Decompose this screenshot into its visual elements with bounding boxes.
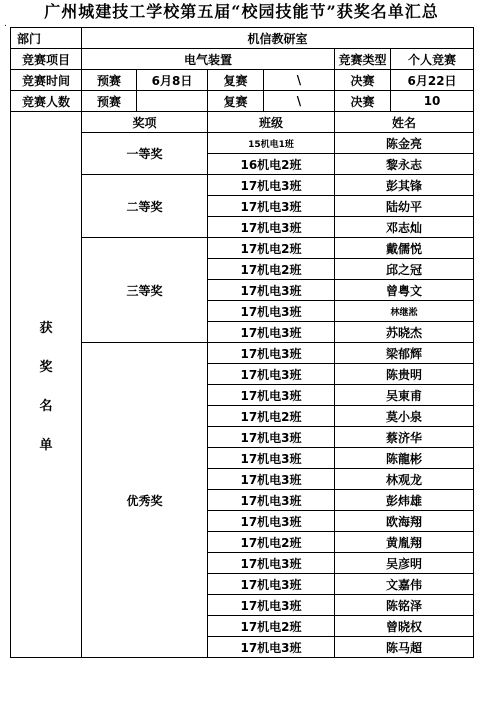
col-header-award: 奖项: [82, 112, 208, 133]
winner-name: 彭其锋: [335, 175, 474, 196]
semi-label: 复赛: [208, 70, 264, 91]
side-label-char: 获: [39, 320, 53, 336]
winner-class: 17机电3班: [208, 175, 335, 196]
winner-class: 17机电3班: [208, 574, 335, 595]
prize-level: 一等奖: [82, 133, 208, 175]
winner-class: 17机电3班: [208, 595, 335, 616]
winner-name: 蔡济华: [335, 427, 474, 448]
prelim-time: 6月8日: [137, 70, 208, 91]
winner-name: 梁郁辉: [335, 343, 474, 364]
document-title: 广州城建技工学校第五届“校园技能节”获奖名单汇总: [44, 2, 439, 21]
winner-class: 17机电2班: [208, 406, 335, 427]
winner-class: 17机电3班: [208, 385, 335, 406]
winner-name: 林观龙: [335, 469, 474, 490]
award-table: [10, 27, 474, 658]
side-label-char: 单: [39, 437, 53, 453]
winner-class: 17机电3班: [208, 490, 335, 511]
winner-name: 吴東甫: [335, 385, 474, 406]
winner-name: 黎永志: [335, 154, 474, 175]
time-row: [11, 70, 474, 91]
winner-name: 邓志灿: [335, 217, 474, 238]
winner-name: 陈龍彬: [335, 448, 474, 469]
winner-name: 邱之冠: [335, 259, 474, 280]
winner-name: 陈马超: [335, 637, 474, 658]
winner-name: 曾晓权: [335, 616, 474, 637]
dept-value: 机信教研室: [82, 28, 474, 49]
col-header-name: 姓名: [335, 112, 474, 133]
winner-name: 陈金亮: [335, 133, 474, 154]
winner-name: 戴儒悦: [335, 238, 474, 259]
prize-level: 优秀奖: [82, 343, 208, 658]
winner-name: 陈贵明: [335, 364, 474, 385]
winner-class: 17机电3班: [208, 364, 335, 385]
winner-name: 黄胤翔: [335, 532, 474, 553]
final-count-label: 决赛: [335, 91, 391, 112]
winner-class: 15机电1班: [208, 133, 335, 154]
semi-time: \: [264, 70, 335, 91]
winner-class: 17机电3班: [208, 427, 335, 448]
prelim-count-label: 预赛: [82, 91, 137, 112]
winner-class: 17机电3班: [208, 448, 335, 469]
winner-name: 彭炜雄: [335, 490, 474, 511]
project-label: 竞赛项目: [11, 49, 82, 70]
final-label: 决赛: [335, 70, 391, 91]
dept-label: 部门: [11, 28, 82, 49]
winner-class: 17机电2班: [208, 616, 335, 637]
winner-class: 17机电3班: [208, 553, 335, 574]
dept-row: [11, 28, 474, 49]
winner-class: 17机电2班: [208, 259, 335, 280]
winner-name: 陆幼平: [335, 196, 474, 217]
project-value: 电气装置: [82, 49, 335, 70]
winner-name: 林继淞: [335, 301, 474, 322]
winner-class: 17机电3班: [208, 469, 335, 490]
side-label-char: 名: [39, 398, 53, 414]
winner-name: 吴彦明: [335, 553, 474, 574]
semi-count: \: [264, 91, 335, 112]
winner-class: 17机电2班: [208, 238, 335, 259]
winner-class: 17机电3班: [208, 217, 335, 238]
winner-class: 17机电3班: [208, 280, 335, 301]
final-time: 6月22日: [391, 70, 474, 91]
winner-class: 17机电3班: [208, 322, 335, 343]
winner-name: 苏晓杰: [335, 322, 474, 343]
winner-name: 陈铭泽: [335, 595, 474, 616]
type-label: 竞赛类型: [335, 49, 391, 70]
prize-level: 三等奖: [82, 238, 208, 343]
award-list-side-label: [11, 112, 82, 658]
prize-level: 二等奖: [82, 175, 208, 238]
prelim-count: [137, 91, 208, 112]
side-label-char: 奖: [39, 359, 53, 375]
winner-name: 文嘉伟: [335, 574, 474, 595]
winner-class: 17机电3班: [208, 301, 335, 322]
count-label: 竞赛人数: [11, 91, 82, 112]
project-row: [11, 49, 474, 70]
winner-name: 莫小泉: [335, 406, 474, 427]
col-header-class: 班级: [208, 112, 335, 133]
winner-name: 欧海翔: [335, 511, 474, 532]
cell-marker: .: [4, 19, 7, 29]
prelim-label: 预赛: [82, 70, 137, 91]
winner-class: 17机电3班: [208, 196, 335, 217]
count-row: [11, 91, 474, 112]
winner-class: 17机电3班: [208, 511, 335, 532]
winner-class: 16机电2班: [208, 154, 335, 175]
time-label: 竞赛时间: [11, 70, 82, 91]
semi-count-label: 复赛: [208, 91, 264, 112]
type-value: 个人竞赛: [391, 49, 474, 70]
winner-class: 17机电3班: [208, 637, 335, 658]
winner-name: 曾粤文: [335, 280, 474, 301]
winner-class: 17机电2班: [208, 532, 335, 553]
winner-class: 17机电3班: [208, 343, 335, 364]
list-header-row: [11, 112, 474, 133]
final-count: 10: [391, 91, 474, 112]
